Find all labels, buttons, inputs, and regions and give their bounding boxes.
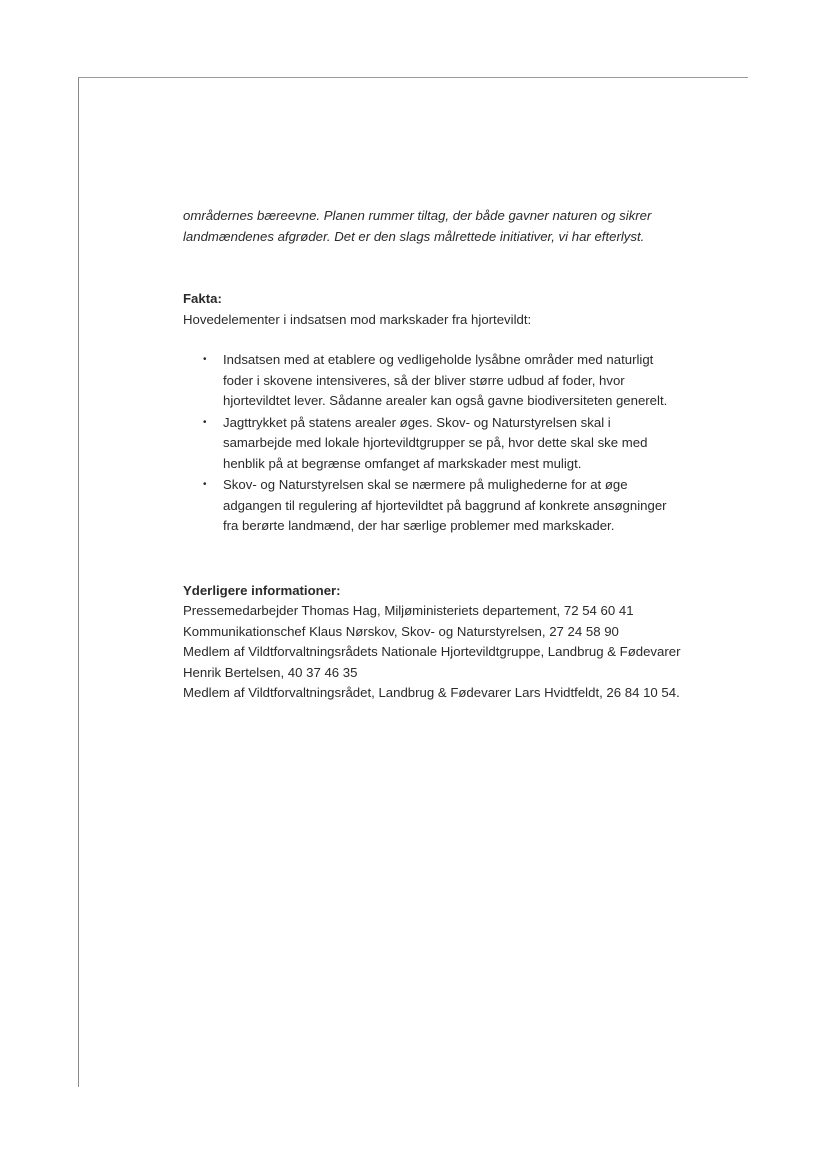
- contact-line: Pressemedarbejder Thomas Hag, Miljøministeriets departement, 72 54 60 41: [183, 603, 634, 618]
- fakta-section: [183, 289, 683, 537]
- list-item: [183, 413, 683, 475]
- fakta-heading: Fakta:: [183, 291, 222, 306]
- contact-line: Medlem af Vildtforvaltningsrådet, Landbrug & Fødevarer Lars Hvidtfeldt, 26 84 10 54.: [183, 685, 680, 700]
- fakta-bullet-list: [183, 350, 683, 537]
- list-item-line: Jagttrykket på statens arealer øges. Skov- og Naturstyrelsen skal i: [223, 414, 611, 430]
- contact-line: Henrik Bertelsen, 40 37 46 35: [183, 664, 358, 680]
- bullet-icon: •: [203, 416, 207, 428]
- intro-quote: [183, 206, 683, 247]
- list-item-line: henblik på at begrænse omfanget af markskader mest muligt.: [223, 455, 582, 471]
- fakta-subheading: Hovedelementer i indsatsen mod markskader fra hjortevildt:: [183, 311, 532, 327]
- bullet-icon: •: [203, 354, 207, 365]
- scan-edge-top: [78, 77, 748, 78]
- list-item-line: foder i skovene intensiveres, så der bliver større udbud af foder, hvor: [223, 372, 625, 388]
- list-item-line: fra berørte landmænd, der har særlige problemer med markskader.: [223, 518, 615, 533]
- list-item-line: adgangen til regulering af hjortevildtet på baggrund af konkrete ansøgninger: [223, 497, 667, 513]
- contact-line: Kommunikationschef Klaus Nørskov, Skov- og Naturstyrelsen, 27 24 58 90: [183, 623, 619, 639]
- info-heading: Yderligere informationer:: [183, 582, 341, 598]
- list-item: [183, 350, 683, 412]
- intro-line-1: områdernes bæreevne. Planen rummer tiltag, der både gavner naturen og sikrer: [183, 208, 652, 223]
- document-body: [183, 206, 683, 704]
- intro-line-2: landmændenes afgrøder. Det er den slags målrettede initiativer, vi har efterlyst.: [183, 228, 645, 244]
- bullet-icon: •: [203, 479, 207, 490]
- list-item-line: Indsatsen med at etablere og vedligeholde lysåbne områder med naturligt: [223, 352, 654, 367]
- list-item: [183, 475, 683, 537]
- contact-info-section: [183, 581, 683, 704]
- list-item-line: hjortevildtet lever. Sådanne arealer kan også gavne biodiversiteten generelt.: [223, 393, 668, 408]
- list-item-line: Skov- og Naturstyrelsen skal se nærmere på mulighederne for at øge: [223, 477, 628, 492]
- list-item-line: samarbejde med lokale hjortevildtgrupper se på, hvor dette skal ske med: [223, 435, 648, 450]
- scan-edge-left: [78, 77, 79, 1087]
- contact-line: Medlem af Vildtforvaltningsrådets Nationale Hjortevildtgruppe, Landbrug & Fødevarer: [183, 644, 681, 659]
